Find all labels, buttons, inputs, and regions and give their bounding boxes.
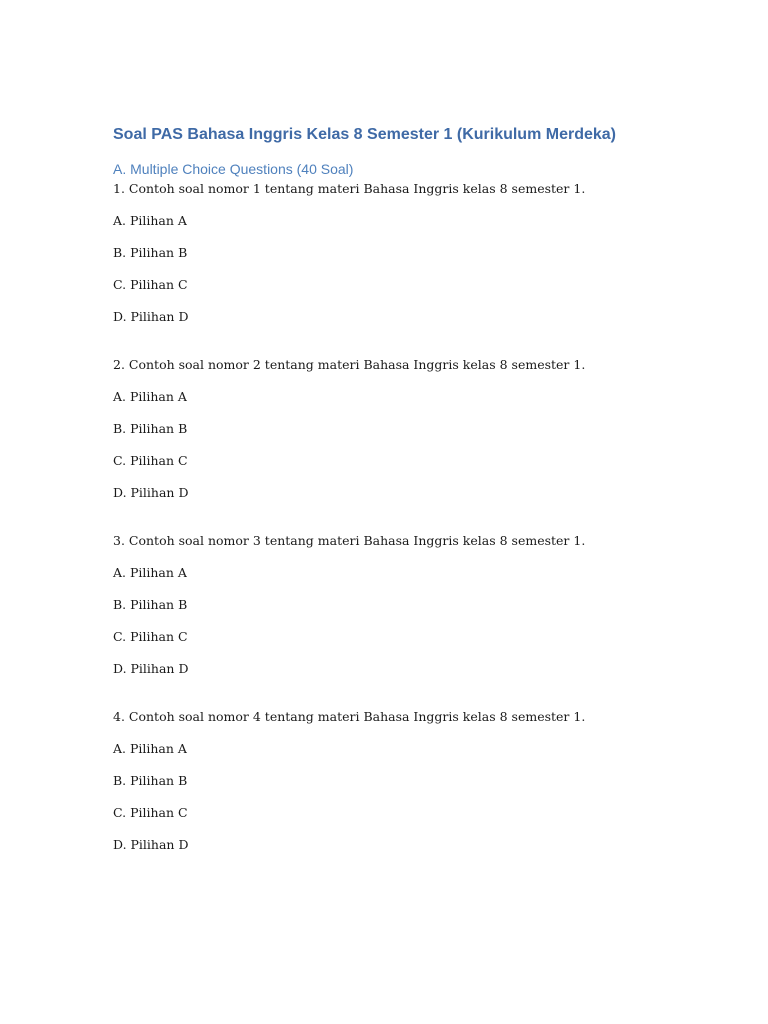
question-item (113, 181, 713, 325)
answer-option: C. Pilihan C (113, 453, 188, 468)
question-item (113, 709, 713, 853)
answer-option: A. Pilihan A (113, 741, 187, 756)
answer-option: D. Pilihan D (113, 661, 189, 676)
answer-option: C. Pilihan C (113, 629, 188, 644)
answer-option: A. Pilihan A (113, 213, 187, 228)
question-text: 1. Contoh soal nomor 1 tentang materi Bahasa Inggris kelas 8 semester 1. (113, 181, 586, 196)
answer-option: B. Pilihan B (113, 773, 188, 788)
answer-option: A. Pilihan A (113, 389, 187, 404)
question-item (113, 357, 713, 501)
question-list (113, 181, 713, 853)
answer-option: B. Pilihan B (113, 245, 188, 260)
question-text: 2. Contoh soal nomor 2 tentang materi Bahasa Inggris kelas 8 semester 1. (113, 357, 586, 372)
section-heading: A. Multiple Choice Questions (40 Soal) (113, 161, 354, 177)
answer-option: D. Pilihan D (113, 309, 189, 324)
question-item (113, 533, 713, 677)
question-text: 4. Contoh soal nomor 4 tentang materi Bahasa Inggris kelas 8 semester 1. (113, 709, 586, 724)
document-page (113, 124, 713, 885)
question-text: 3. Contoh soal nomor 3 tentang materi Bahasa Inggris kelas 8 semester 1. (113, 533, 586, 548)
answer-option: D. Pilihan D (113, 837, 189, 852)
answer-option: C. Pilihan C (113, 277, 188, 292)
answer-option: C. Pilihan C (113, 805, 188, 820)
document-title: Soal PAS Bahasa Inggris Kelas 8 Semester 1 (Kurikulum Merdeka) (113, 126, 616, 143)
answer-option: D. Pilihan D (113, 485, 189, 500)
answer-option: B. Pilihan B (113, 421, 188, 436)
answer-option: B. Pilihan B (113, 597, 188, 612)
answer-option: A. Pilihan A (113, 565, 187, 580)
